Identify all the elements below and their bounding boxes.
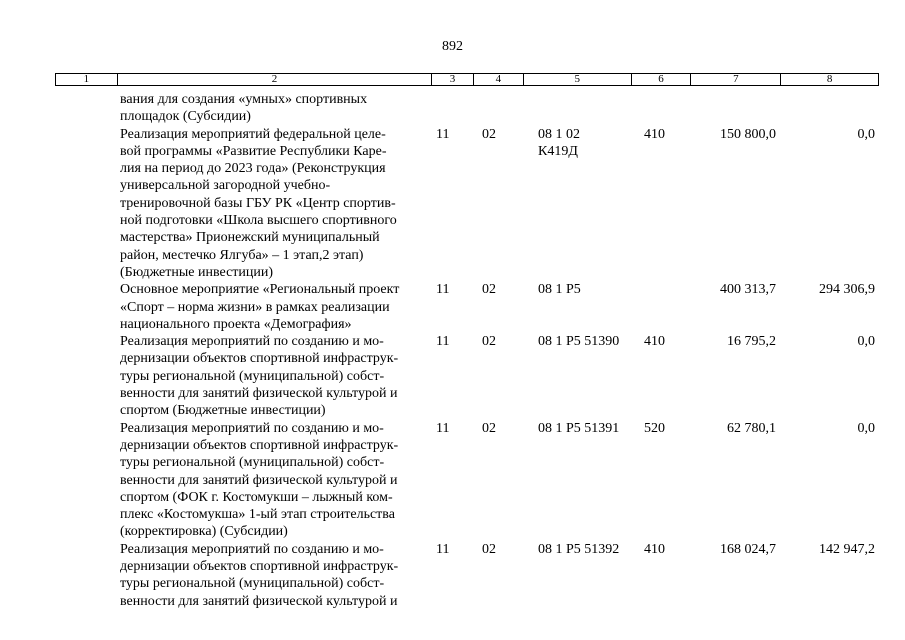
target-article-line: 08 1 P5 51390 bbox=[538, 334, 620, 350]
description-line: район, местечко Ялгуба» – 1 этап,2 этап) bbox=[120, 247, 364, 263]
description-line: спортом (Бюджетные инвестиции) bbox=[120, 403, 326, 419]
row-description bbox=[117, 91, 432, 126]
table-row bbox=[55, 281, 879, 333]
description-line: венности для занятий физической культурой и bbox=[120, 386, 398, 402]
row-description bbox=[117, 281, 432, 333]
description-line: Реализация мероприятий по созданию и мо- bbox=[120, 334, 384, 350]
subsection-code: 02 bbox=[482, 334, 496, 350]
description-line: дернизации объектов спортивной инфраструк- bbox=[120, 559, 399, 575]
description-line: дернизации объектов спортивной инфраструк- bbox=[120, 437, 399, 453]
table-row bbox=[55, 333, 879, 419]
description-line: Реализация мероприятий по созданию и мо- bbox=[120, 420, 384, 436]
description-line: Основное мероприятие «Региональный проект bbox=[120, 282, 400, 298]
column-number-4: 4 bbox=[474, 74, 524, 85]
description-line: тренировочной базы ГБУ РК «Центр спортив- bbox=[120, 195, 396, 211]
target-article-code bbox=[524, 91, 632, 126]
section-code: 11 bbox=[436, 541, 450, 557]
target-article-line: К419Д bbox=[538, 143, 578, 159]
description-line: туры региональной (муниципальной) собст- bbox=[120, 576, 385, 592]
column-number-3: 3 bbox=[432, 74, 474, 85]
subsection-code: 02 bbox=[482, 282, 496, 298]
amount-year-1: 150 800,0 bbox=[720, 126, 776, 142]
section-code: 11 bbox=[436, 126, 450, 142]
amount-year-2: 0,0 bbox=[857, 420, 875, 436]
row-description bbox=[117, 126, 432, 282]
subsection-code bbox=[474, 91, 524, 126]
amount-year-2: 0,0 bbox=[857, 334, 875, 350]
description-line: Реализация мероприятий федеральной целе- bbox=[120, 126, 386, 142]
target-article-line: 08 1 P5 51392 bbox=[538, 541, 620, 557]
description-line: Реализация мероприятий по созданию и мо- bbox=[120, 541, 384, 557]
amount-year-1 bbox=[692, 91, 782, 126]
amount-year-1: 62 780,1 bbox=[727, 420, 776, 436]
amount-year-1: 168 024,7 bbox=[720, 541, 776, 557]
target-article-code bbox=[524, 541, 632, 610]
subsection-code: 02 bbox=[482, 420, 496, 436]
page-number: 892 bbox=[442, 39, 463, 54]
table-row bbox=[55, 420, 879, 541]
section-code bbox=[432, 91, 474, 126]
row-code-cell bbox=[55, 281, 117, 333]
expense-type-code: 410 bbox=[644, 334, 665, 350]
section-code: 11 bbox=[436, 334, 450, 350]
target-article-line: 08 1 P5 bbox=[538, 282, 581, 298]
row-code-cell bbox=[55, 126, 117, 282]
description-line: (корректировка) (Субсидии) bbox=[120, 524, 288, 540]
target-article-line: 08 1 02 bbox=[538, 126, 580, 142]
description-line: туры региональной (муниципальной) собст- bbox=[120, 455, 385, 471]
row-code-cell bbox=[55, 333, 117, 419]
table-row bbox=[55, 541, 879, 610]
expense-type-code: 520 bbox=[644, 420, 665, 436]
description-line: вания для создания «умных» спортивных bbox=[120, 92, 368, 107]
description-line: ной подготовки «Школа высшего спортивного bbox=[120, 213, 397, 229]
table-row bbox=[55, 126, 879, 282]
description-line: лия на период до 2023 года» (Реконструкция bbox=[120, 161, 386, 177]
expense-type-code: 410 bbox=[644, 541, 665, 557]
column-number-6: 6 bbox=[632, 74, 692, 85]
expense-type-code: 410 bbox=[644, 126, 665, 142]
section-code: 11 bbox=[436, 420, 450, 436]
column-number-1: 1 bbox=[56, 74, 118, 85]
amount-year-2 bbox=[782, 91, 879, 126]
column-number-2: 2 bbox=[118, 74, 432, 85]
target-article-line: 08 1 P5 51391 bbox=[538, 420, 620, 436]
expense-type-code bbox=[632, 281, 692, 333]
expense-type-code bbox=[632, 91, 692, 126]
target-article-code bbox=[524, 420, 632, 541]
amount-year-1: 16 795,2 bbox=[727, 334, 776, 350]
budget-table-body bbox=[55, 91, 879, 610]
row-description bbox=[117, 420, 432, 541]
description-line: спортом (ФОК г. Костомукши – лыжный ком- bbox=[120, 489, 393, 505]
description-line: дернизации объектов спортивной инфраструк- bbox=[120, 351, 399, 367]
amount-year-1: 400 313,7 bbox=[720, 282, 776, 298]
subsection-code: 02 bbox=[482, 541, 496, 557]
target-article-code bbox=[524, 333, 632, 419]
section-code: 11 bbox=[436, 282, 450, 298]
column-number-5: 5 bbox=[524, 74, 632, 85]
amount-year-2: 294 306,9 bbox=[819, 282, 875, 298]
column-number-8: 8 bbox=[826, 73, 833, 85]
table-column-numbers bbox=[55, 73, 879, 86]
subsection-code: 02 bbox=[482, 126, 496, 142]
description-line: плекс «Костомукша» 1-ый этап строительства bbox=[120, 507, 395, 523]
column-number-7: 7 bbox=[691, 74, 781, 85]
row-description bbox=[117, 333, 432, 419]
description-line: вой программы «Развитие Республики Каре- bbox=[120, 143, 387, 159]
row-code-cell bbox=[55, 91, 117, 126]
description-line: универсальной загородной учебно- bbox=[120, 178, 331, 194]
description-line: венности для занятий физической культурой и bbox=[120, 472, 398, 488]
description-line: площадок (Субсидии) bbox=[120, 109, 251, 125]
row-code-cell bbox=[55, 420, 117, 541]
description-line: туры региональной (муниципальной) собст- bbox=[120, 368, 385, 384]
description-line: мастерства» Прионежский муниципальный bbox=[120, 230, 380, 246]
description-line: (Бюджетные инвестиции) bbox=[120, 264, 274, 280]
target-article-code bbox=[524, 281, 632, 333]
description-line: «Спорт – норма жизни» в рамках реализации bbox=[120, 299, 390, 315]
description-line: национального проекта «Демография» bbox=[120, 316, 352, 332]
description-line: венности для занятий физической культурой и bbox=[120, 593, 398, 609]
row-code-cell bbox=[55, 541, 117, 610]
row-description bbox=[117, 541, 432, 610]
table-row bbox=[55, 91, 879, 126]
amount-year-2: 142 947,2 bbox=[819, 541, 875, 557]
amount-year-2: 0,0 bbox=[857, 126, 875, 142]
target-article-code bbox=[524, 126, 632, 282]
